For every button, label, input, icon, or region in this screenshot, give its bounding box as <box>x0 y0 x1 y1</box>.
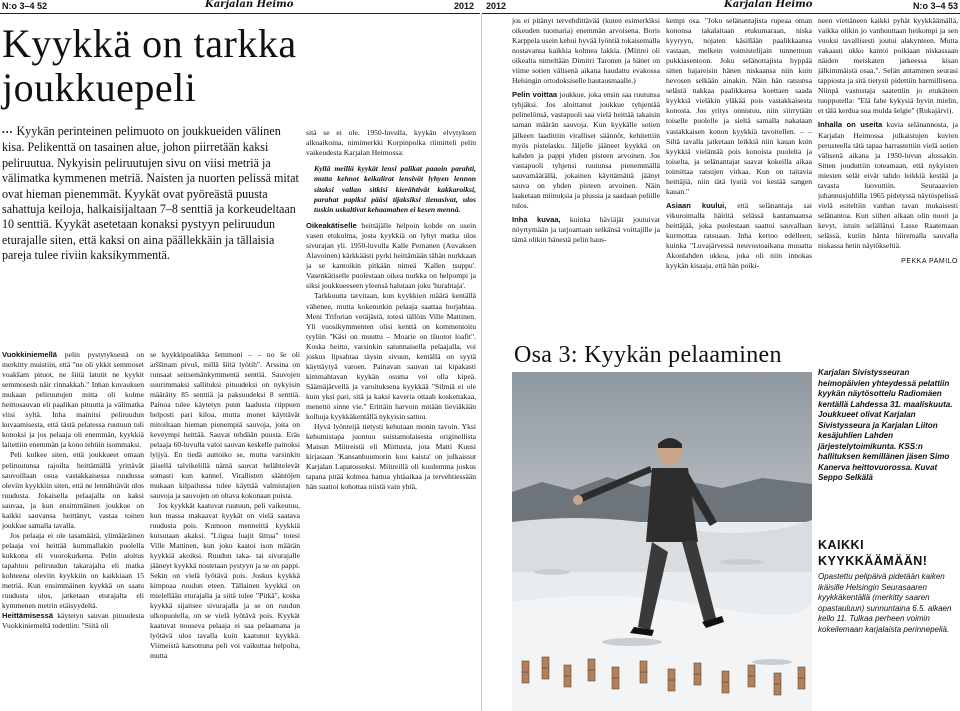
event-heading: KAIKKI KYYKKÄÄMÄÄN! <box>818 538 928 568</box>
lead-text: Kyykän perinteinen pelimuoto on joukkueiden välinen kisa. Pelikenttä on tasainen alue, johon piirretään kaksi peliruutua. Nykyisin peliruutujen sivu on viisi metriä ja välimatka kymmenen metriä. Naisten ja nuorten pelissä mitat ovat hieman pienemmät. Kyykät ovat pyöreästä puusta sahattuja keiloja, halkaisijaltaan 7–8 senttiä ja korkeudeltaan 10 senttiä. Kyykät asetetaan konaksi pystyyn peliruudun eturajalle siten, että kaksi on aina päällekkäin ja tällaisia pareja tulee riviin kaksikymmentä. <box>2 124 299 263</box>
col6-lead-word: Inhalla on useita <box>818 120 883 130</box>
year-left: 2012 <box>454 1 475 11</box>
col3-paragraph-1: sitä se ei ole. 1950-luvulla, kyykän elvytyksen alkuaikoina, nimimerkki Korpinpoika riimitteli pelin vaikeudesta Karjalan Heimossa: <box>306 128 476 158</box>
col4-paragraph-1: jos ei pitänyt tervehdittävää (kuten esimerkiksi oikeuden tuomaria) enemmän arvoisena. Boris Karppela usein kehui hyvää lyöntiä tokaisemalla nostavansa kaikkia kolmea lakkia. (Miitrei oli oikealta nimeltään Dimitri Taronen ja hänet on viime sotien välisenä aikana haudattu evakossa Helsingin ortodoksiselle hautausmaalle.) <box>512 16 660 86</box>
masthead-left: Karjalan Heimo <box>205 0 294 10</box>
col3-paragraph-2: heittäjälle helpoin kohde on usein vasen etukulma, josta kyykkiä on lyhyt matka ulos sivurajan yli. 1950-luvulla Kalle Pernanen (Auvaksen Alavoinen) kärkkäästi pyrki heittämään tähän nurkkaan ja se kantoikin pitkään nimeä 'Kallen tsuppu'. Vasenkätiselle puolestaan oikea nurkka on helpompi ja siksi joukkueeseen yleensä halutaan joku 'hurahtaja'. <box>306 221 476 291</box>
col1-paragraph-1: pelin pystytyksestä on merkitty muistiin, että "ne oli ykkit semmoset voakšam pituot, ne šiitä latutit ne kyykit semmosesh näir rinnakkah." Inhan kuvauksen mukaan peliruutujen mitta oli kolme heittosauvan eli paalikan pituutta ja välimatka viisi syltä. Inha mainitsi peliruudun kuvaamisesta, että tästä pelatessa ruutuun tuli konoksi ja jos pelaaja oli enemmän, kyykkiä laitettiin enemmän ja kono tehtiin isommaksi. <box>2 350 144 450</box>
photo-illustration <box>512 372 812 711</box>
col4-lead-word: Pelin voittaa <box>512 90 558 100</box>
col2-paragraph-1: se kyykkipoalikka šemmoni – – no še oli arššinam pivuš, millä šiitä lyötih". Arssina on runsaat seitsemänkymmentä senttiä. Sauvojen suurimmaksi sallituksi pituudeksi on nykyisin määrätty 85 senttiä ja paksuudeksi 8 senttiä. Painoa tulee käytetyn puun laadusta riippuen helposti pari kiloa, mutta monet käyttävät mitoiltaan hieman pienempiä sauvoja, joita on keveympi heittää. Sauvat tehdään puusta. Eräs pelaaja 60-luvulla valoi sauvan keskelle painoksi lyijyä. En tiedä auttoiko se, mutta varsinkin jäisellä talvikelillä nämä sauvat helähtelevät somasti kun kannel. Virallisten sääntöjen mukaan kilpailussa tulee käyttää valmistajien sauvoja ja sauvojen on oltava kokonaan puista. <box>150 350 300 500</box>
col3-paragraph-4: Hyvä lyönteijä tietysti kehutaan monin tavoin. Yksi kehumistapa juontuu suistamolaisesta originellista Maisun Miitreistä eli Miittusta, jota Matti Kuusi kirjasaan 'Kansanhuumorin kuu kaista' on julkaissut Karjalan Lapatossuksi. Miitreillä oli kuulemma joskus tapana pitää kolmea hattua yhtäaikaa ja tervehtiessään hän saattoi kohottaa niistä vain yhtä, <box>306 422 476 492</box>
lead-bullets: ••• <box>2 128 14 137</box>
header-rule-right <box>482 13 960 14</box>
col4-lead-word-2: Inha kuvaa, <box>512 214 561 224</box>
photo-caption: Karjalan Sivistysseuran heimopäivien yhteydessä pelattiin kyykän näytösottelu Radiomäen kentällä Lahdessa 31. maaliskuuta. Joukkueet olivat Karjalan Sivistysseura ja Karjalan Liiton kesäjuhlien Lahden järjestelytoimikunta. KSS:n hallituksen kemillänen jäsen Simo Kanerva heittovuorossa. Kuvat Seppo Selkälä <box>818 368 953 482</box>
kyykka-photo <box>512 372 812 711</box>
article-column-1 <box>2 350 144 711</box>
col2-paragraph-2: Jos kyykkät kaatuvat ruutuun, peli vaikeutuu, kun massa makaavat kyykät on vielä saatava ruudusta pois. Kumoon menneittä kyykkiä kutsutaan akaksi. "Liigua luajit šittua" totesi Ville Mattinen, kun joku kaatoi ison määrän kyykkiä akoiksi. Ruudun taka- tai sivurajalle jääneyt kyykkä nostetaan pystyyn ja se on pappi. Sekin on vielä lyötävä pois. Joskus kyykkä kimpoaa ruudun eteen. Tällainen kyykkä on mielellään eturajalla ja siitä tulee "Pitkä", koska kyykkä sijaitsee sivurajalla ja se on ruudun ulkopuolella, on se vielä lyötävä pois. Kyykät kaatuvat nouseva pelaaja ei saa pelaamana ja lyötävä ulos tavalla kuin kaatunut kyykkä. Viimeistä katsottuna peli voi vaikuttaa helpolta, mutta <box>150 500 300 661</box>
col1-lead-word-2: Heittämisessä <box>2 611 54 621</box>
col5-paragraph-2: että selänantaja sai vikuroimalla häiritä selässä kantamaansa heittäjää, joka puolestaan saattoi sauvallaan kurmottaa ratsuaan. Inha kertoo edelleen, kuinka "Luvajärvessä neuvostoaikana muuatta Akonlahden ukkoa, joka oli niin innokas kyykän kisaaja, että hän poiki- <box>666 200 812 271</box>
article-column-4 <box>512 16 660 336</box>
col1-paragraph-2: Peli kulkee siten, että joukkueet omaan peliruutunsa rajoilta heittämällä yrittävät sauvoillaan osua vastakkaisessa ruudussa oleviin kyykkiin siten, että ne lennähtävät ulos ruudusta. Jokaisella pelaajalla on kaksi sauvaa, ja kun ensimmäinen joukkue on kaikki sauvansa heittänyt, vastaa toinen joukkue samalla tavalla. <box>2 450 144 530</box>
col5-lead-word: Asiaan kuului, <box>666 200 727 210</box>
page-header-left <box>0 0 480 14</box>
article-column-6 <box>818 16 958 358</box>
series-title: Osa 3: Kyykän pelaaminen <box>514 342 782 368</box>
masthead-right: Karjalan Heimo <box>724 0 813 10</box>
headline: Kyykkä on tarkka joukkuepeli <box>2 21 297 110</box>
col1-paragraph-3: Jos pelaaja ei ole tasamäärä, ylimääräinen pelaaja voi heittää kummallakin puolella kukkona eli vuorokurkena. Pelin aloitus tapahtuu peliruudun takarajalta eli matka kohteena oleviin kyykkiin on kaikkiaan 15 metriä. Kun ensimmäinen kyykkä on saatu ruudusta ulos, jatketaan eturajalta eli kymmenen metrin etäisyydeltä. <box>2 530 144 611</box>
col3-paragraph-3: Tarkkuutta tarvitaan, kun kyykkien määrä kentällä vähenee, mutta kokenutkin pelaaja saattaa horjahtaa. Meni Triforian veräjästä, totesi tällöin Ville Mattinen. Yli vuosikymmenten olisi kenttä on kommentoitu tyyliin "Käsi on muuttu – Moarie on tšuotot loafit". Koska heitto, varsinkin satunnaisella pelaajalla, voi joskus lipsahtaa täysin sivuun, kentällä on syytä käyttäytyä varoen. Painavan sauvan tai kipakasti kimmahtavan kyykän osuma voi olla kipeä. Säämäjärvellä ja varoituksena kyykkää "Silmiä ei ole kuin yksi pari, sitä ja kaksi kaveria ottaah koskettakaa, menettö sinne vie." Erittäin harvoin mitään lieviäkään kolhuja kyykkäkentällä nykyisin sattuu. <box>306 291 476 422</box>
year-right: 2012 <box>486 1 507 11</box>
article-column-2 <box>150 350 300 711</box>
col1-lead-word: Vuokkiniemellä <box>2 350 58 359</box>
page-header-right <box>482 0 960 14</box>
event-notice: Opastettu pelipäivä pidetään kaiken ikäisille Helsingin Seurasaaren kyykkäkentällä (merkitty saaren opastauluun) sunnuntaina 6.5. alkaen kello 11. Tulkaa perheen voimin kokeilemaan karjalaista perinnepeliä. <box>818 572 952 634</box>
header-rule-left <box>0 13 480 14</box>
page-number-left: N:o 3–4 52 <box>2 1 48 11</box>
col1-paragraph-4: käytetyn sauvan pituudesta Vuokkiniemeltä todettiin: "Siitä oli <box>2 611 144 631</box>
col6-paragraph-2: kuvia selänannosta, ja Karjalan Heimossa julkaistujen kuvien perusteella tätä tapaa harrastettiin vielä sotien välisenä aikana ja 1950-luvun alussakin. Sitten jouduttiin toteamaan, että nykyisten miesten selät eivät tahdo leikkiä kestää ja tavasta luovuttiin. Seuraaavien juhannusjuhlilla 1965 pidetyssä näytöspelissä vielä esiteltiin vanhan tavan mukaisesti selänantoa. Kun siihen aikaan olin nuori ja kevyt, istuin selällänsi Lasse Raatemaan selässä, kuriin hänta hiiremalla sauvalla niskassa hetin näytökseltiä. <box>818 120 958 251</box>
page-number-right: N:o 3–4 53 <box>912 1 958 11</box>
col5-paragraph-1: kempi osa. "Joku selänantajista rupeaa oman kononsa takalaitaan etukumaraan, niska kyyryyn, nojaten käsillään paalikkaansa vastaan, melkein voimistelijain tunnettuun pukkiasentoon. Joku selänottajista hyppää sitten hajareisin hänen niskaansa niin kuin hevosen selkään ainakin. Näin hän ratsunsa selästä nakkaa paalikkansa koettaen saada kyykkiä vieläkin yläkää pois vastakkaisesta konosta. Jos yritys onnistuu, niin siirrytään toiselle puolelle ja sieltä samalla nakataan vastakkaisen konon kyykkiä tavoitellen. – – Siltä tavalla jatketaan leikkiä niin kauan kuin kyykkiä vieläntää pois konoista puolelta ja toiselta, ja selänantajat saavat kokeilla aikaa toimittaa ratsujen virkaa. Kun on taitavia heittäjiä, niin tätä lystiä voi kestää sangen kauan." <box>666 16 812 196</box>
lead-paragraph <box>2 124 300 264</box>
page-gutter <box>481 14 482 711</box>
article-column-5 <box>666 16 812 336</box>
col6-paragraph-1: neen viettäneen kaikki pyhät kyykkäämällä, vaikka olikin jo vanhuuttaan heikompi ja sen vuoksi tavallisesti joutui alakynteen. Mutta vakaasti ukko kantoi poikiaan niskassaan näiden meiskaten jatkeessa kisan jälkimmäistä osaa.". Selän antaminen seurasi tappiosta ja sitä tietysti pidettiin harmillisena. Niinpä vastustaja saatettiin jo etukäteen tuupputella: "Elä fahe kykysiä hyvin mielin, et tälä kerdua sua mulda šelgie" (Rukajärvi). <box>818 16 958 116</box>
author-signature: PEKKA PAMILO <box>901 258 958 266</box>
col4-paragraph-3: kuinka häviäjät joutuivat nöyrtymään ja tarjoamaan selkänsä voittajille ja tämä olikin hänestä pelin haus- <box>512 214 660 244</box>
col4-paragraph-2: joukkue, joka ensin saa ruutunsa tyhjäksi. Jos aloittanut joukkue tyhjentää pelinelönsä, vastapuoli saa vielä heittää takaisin saman määrän sauvoja. Kun kyykälle sotien jälkeen laadittiin viralliset säännöt, kehitettiin myös pistelasku. Jäljelle jääneet kyykkä on kahden ja pappi yhden pisteen arvoinen. Jos vastapuoli tyhjensi ruutunsa pienemmällä sauvamäärällä, jokainen käyttämättä jäänyt sauva on yhden pisteen arvoinen. Näin laaketaan miinuksia ja plussia ja saadaan peliille tulos. <box>512 90 660 210</box>
poem: Kyllä meillä kyykät lensi palikat paaoin parahti, mutta kehnot keikalirat lensivät lyhyen lennon sitaksi vallan sitkisi kierähtivät kakkaroiksi, parahat papiksi pääsi tijaksiksi tienasivat, ulos tuskin uskaltivat kehaamahen ei kesen mennä. <box>314 164 476 214</box>
article-column-3 <box>306 128 476 711</box>
col3-lead-word: Oikeakätiselle <box>306 221 357 231</box>
